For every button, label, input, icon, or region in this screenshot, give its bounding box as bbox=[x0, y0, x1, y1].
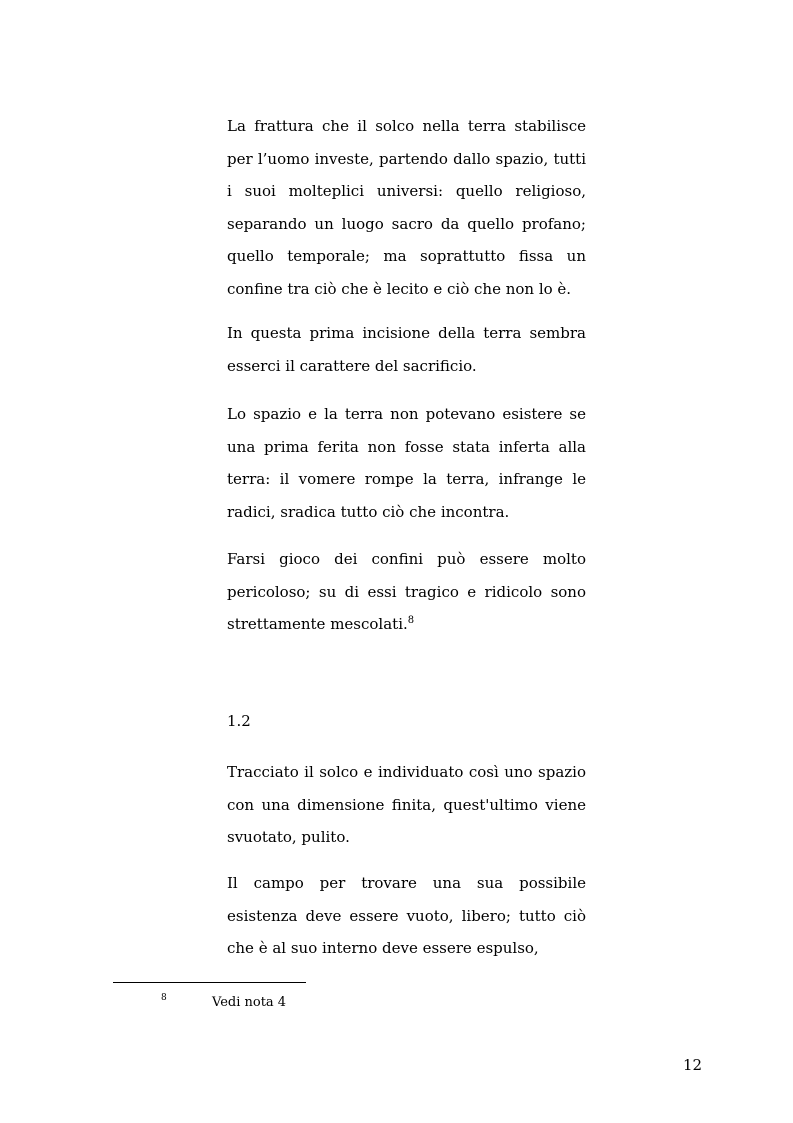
footnote-separator bbox=[113, 982, 306, 983]
paragraph-traced-furrow: Tracciato il solco e individuato così uno spazio con una dimensione finita, quest'ultimo viene svuotato, pulito. bbox=[227, 763, 586, 846]
paragraph-boundaries bbox=[227, 543, 586, 641]
section-heading: 1.2 bbox=[227, 712, 251, 730]
paragraph-boundaries-text: Farsi gioco dei confini può essere molto pericoloso; su di essi tragico e ridicolo sono strettamente mescolati. bbox=[227, 550, 586, 633]
paragraph-first-incision: In questa prima incisione della terra sembra esserci il carattere del sacrificio. bbox=[227, 324, 586, 375]
footnote-reference: 8 bbox=[407, 615, 415, 626]
footnote-text: Vedi nota 4 bbox=[212, 995, 287, 1010]
footnote-number: 8 bbox=[161, 993, 167, 1003]
page-number: 12 bbox=[683, 1056, 703, 1074]
paragraph-first-wound: Lo spazio e la terra non potevano esistere se una prima ferita non fosse stata inferta alla terra: il vomere rompe la terra, infrange le radici, sradica tutto ciò che incontra. bbox=[227, 405, 586, 521]
paragraph-empty-field: Il campo per trovare una sua possibile esistenza deve essere vuoto, libero; tutto ciò che è al suo interno deve essere espulso, bbox=[227, 874, 586, 957]
paragraph-furrow-fracture: La frattura che il solco nella terra stabilisce per l’uomo investe, partendo dallo spazio, tutti i suoi molteplici universi: quello religioso, separando un luogo sacro da quello profano; quello temporale; ma soprattutto fissa un confine tra ciò che è lecito e ciò che non lo è. bbox=[227, 117, 586, 298]
